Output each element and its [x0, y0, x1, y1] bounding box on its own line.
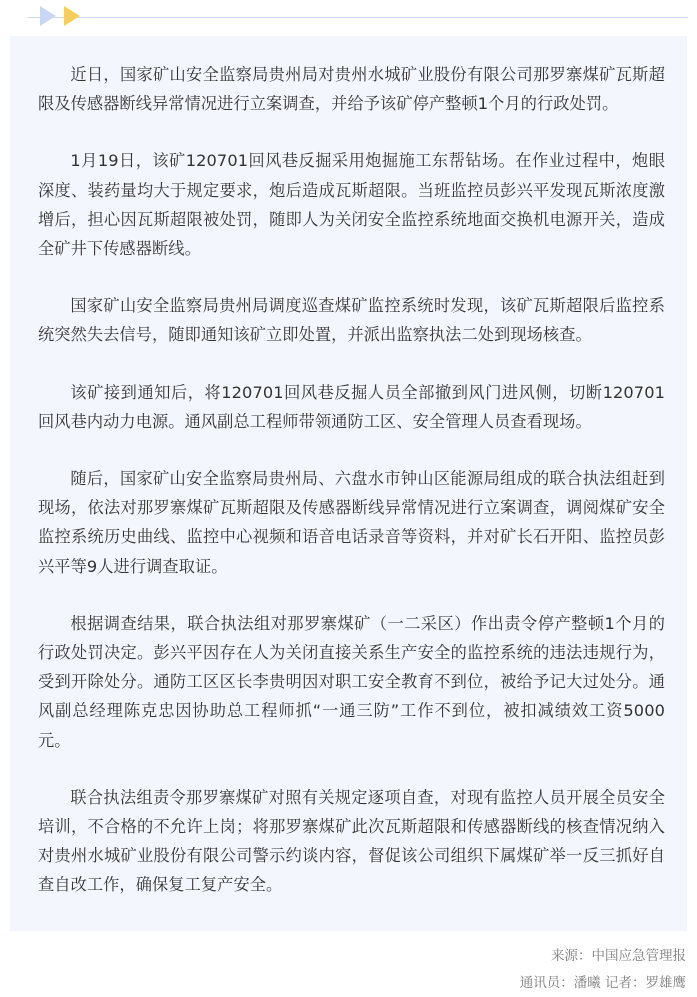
article-paragraph: 联合执法组责令那罗寨煤矿对照有关规定逐项自查，对现有监控人员开展全员安全培训，不合格的不允许上岗；将那罗寨煤矿此次瓦斯超限和传感器断线的核查情况纳入对贵州水城矿业股份有限公司警示约谈内容，督促该公司组织下属煤矿举一反三抓好自查自改工作，确保复工复产安全。	[38, 787, 665, 895]
article-paragraph: 国家矿山安全监察局贵州局调度巡查煤矿监控系统时发现，该矿瓦斯超限后监控系统突然失去信号，随即通知该矿立即处置，并派出监察执法二处到现场核查。	[38, 296, 665, 345]
source-credit: 来源：中国应急管理报	[551, 948, 686, 964]
article-paragraph: 近日，国家矿山安全监察局贵州局对贵州水城矿业股份有限公司那罗寨煤矿瓦斯超限及传感器断线异常情况进行立案调查，并给予该矿停产整顿1个月的行政处罚。	[38, 65, 665, 114]
header-divider	[28, 17, 688, 18]
chevron-blue-icon	[40, 6, 56, 26]
author-credit: 通讯员：潘曦 记者：罗雄鹰	[519, 975, 686, 991]
chevron-yellow-icon	[64, 6, 80, 26]
article-paragraph: 该矿接到通知后，将120701回风巷反掘人员全部撤到风门进风侧，切断120701回风巷内动力电源。通风副总工程师带领通防工区、安全管理人员查看现场。	[38, 382, 665, 431]
article-paragraph: 根据调查结果，联合执法组对那罗寨煤矿（一二采区）作出责令停产整顿1个月的行政处罚决定。彭兴平因存在人为关闭直接关系生产安全的监控系统的违法违规行为，受到开除处分。通防工区区长李贵明因对职工安全教育不到位，被给予记大过处分。通风副总经理陈克忠因协助总工程师抓“一通三防”工作不到位，被扣减绩效工资5000元。	[38, 613, 665, 750]
article-paragraph: 随后，国家矿山安全监察局贵州局、六盘水市钟山区能源局组成的联合执法组赶到现场，依法对那罗寨煤矿瓦斯超限及传感器断线异常情况进行立案调查，调阅煤矿安全监控系统历史曲线、监控中心视频和语音电话录音等资料，并对矿长石开阳、监控员彭兴平等9人进行调查取证。	[38, 469, 665, 576]
article-panel	[10, 36, 687, 931]
article-paragraph: 1月19日，该矿120701回风巷反掘采用炮掘施工东帮钻场。在作业过程中，炮眼深度、装药量均大于规定要求，炮后造成瓦斯超限。当班监控员彭兴平发现瓦斯浓度激增后，担心因瓦斯超限被处罚，随即人为关闭安全监控系统地面交换机电源开关，造成全矿井下传感器断线。	[38, 151, 665, 259]
